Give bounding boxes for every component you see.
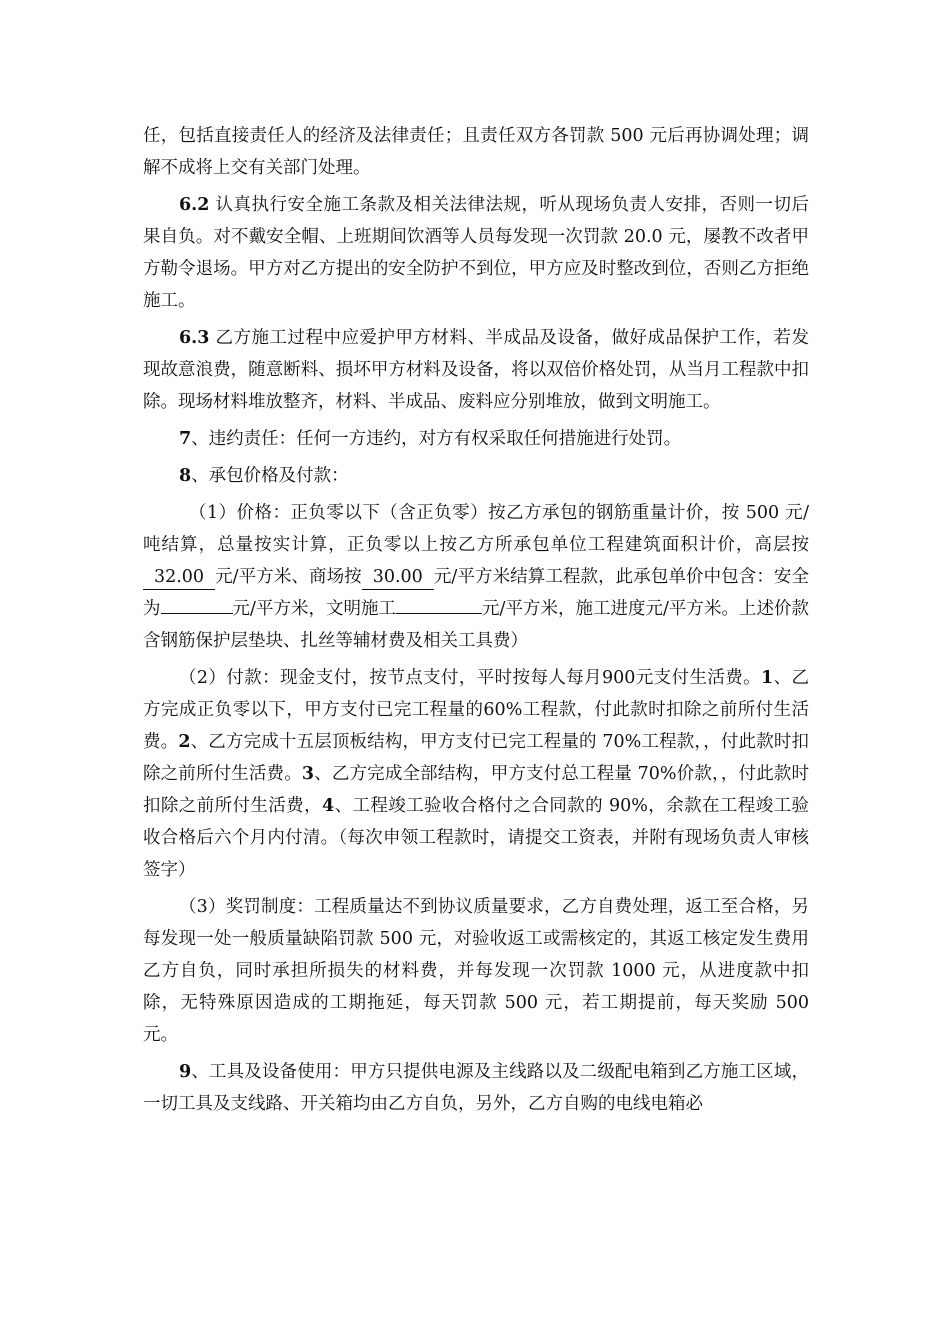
paragraph-continuation bbox=[143, 120, 809, 184]
clause-8-rewards bbox=[143, 891, 809, 1051]
price-text-2: 元/平方米、商场按 bbox=[215, 567, 362, 587]
payment-label: （2） bbox=[179, 668, 227, 688]
clause-text: 、工具及设备使用：甲方只提供电源及主线路以及二级配电箱到乙方施工区域，一切工具及支线路、开关箱均由乙方自负，另外，乙方自购的电线电箱必 bbox=[143, 1062, 809, 1114]
safety-price-blank bbox=[161, 613, 233, 614]
clause-text: 乙方施工过程中应爱护甲方材料、半成品及设备，做好成品保护工作，若发现故意浪费，随意断料、损坏甲方材料及设备，将以双倍价格处罚，从当月工程款中扣除。现场材料堆放整齐，材料、半成品、废料应分别堆放，做到文明施工。 bbox=[143, 328, 809, 412]
clause-text: 、承包价格及付款： bbox=[191, 466, 349, 486]
price-text-4: 元/平方米，文明施工 bbox=[232, 599, 397, 619]
clause-text: 认真执行安全施工条款及相关法律法规，听从现场负责人安排，否则一切后果自负。对不戴安全帽、上班期间饮酒等人员每发现一次罚款 20.0 元，屡教不改者甲方勒令退场。甲方对乙方提出的安全防护不到位，甲方应及时整改到位，否则乙方拒绝施工。 bbox=[143, 195, 809, 311]
price-text-3: 元/平方米结算工程款，此承包单价中包含：安全为 bbox=[143, 567, 809, 619]
contract-body bbox=[143, 120, 809, 1120]
price-text-5: 元/平方米，施工进度元/平方米。上述价款含钢筋保护层垫块、扎丝等辅材费及相关工具费） bbox=[143, 599, 809, 651]
clause-9 bbox=[143, 1056, 809, 1120]
clause-number: 6.2 bbox=[179, 195, 210, 215]
clause-text: 、违约责任：任何一方违约，对方有权采取任何措施进行处罚。 bbox=[191, 429, 682, 449]
payment-text-4: 、乙方完成全部结构，甲方支付总工程量 70%价款，，付此款时扣除之前所付生活费， bbox=[143, 764, 810, 816]
rewards-label: （3） bbox=[179, 897, 226, 917]
high-rise-price-blank: 32.00 bbox=[143, 565, 215, 590]
civil-construction-price-blank bbox=[396, 613, 482, 614]
payment-item-number: 4 bbox=[321, 796, 335, 816]
price-text-1: （1）价格：正负零以下（含正负零）按乙方承包的钢筋重量计价，按 500 元/吨结算，总量按实计算，正负零以上按乙方所承包单位工程建筑面积计价，高层按 bbox=[143, 503, 809, 555]
continuation-text: 任，包括直接责任人的经济及法律责任；且责任双方各罚款 500 元后再协调处理；调解不成将上交有关部门处理。 bbox=[143, 126, 809, 178]
payment-item-number: 1 bbox=[761, 668, 774, 688]
payment-text-5: 、工程竣工验收合格付之合同款的 90%，余款在工程竣工验收合格后六个月内付清。（每次申领工程款时，请提交工资表，并附有现场负责人审核签字） bbox=[143, 796, 809, 880]
rewards-text: 奖罚制度：工程质量达不到协议质量要求，乙方自费处理，返工至合格，另每发现一处一般质量缺陷罚款 500 元，对验收返工或需核定的，其返工核定发生费用乙方自负，同时承担所损失的材料费，并每发现一次罚款 1000 元，从进度款中扣除，无特殊原因造成的工期拖延，每天罚款 500 元，若工期提前，每天奖励 500 元。 bbox=[143, 897, 809, 1045]
clause-6-3 bbox=[143, 322, 809, 418]
payment-text-2: 、乙方完成正负零以下，甲方支付已完工程量的60%工程款，付此款时扣除之前所付生活费。 bbox=[143, 668, 809, 752]
clause-7 bbox=[143, 423, 809, 455]
clause-8-price bbox=[143, 497, 809, 657]
clause-number: 7 bbox=[179, 429, 192, 449]
clause-8 bbox=[143, 460, 809, 492]
payment-text-1: 付款：现金支付，按节点支付，平时按每人每月900元支付生活费。 bbox=[226, 668, 762, 688]
clause-8-payment bbox=[143, 662, 809, 886]
payment-item-number: 2 bbox=[178, 732, 191, 752]
clause-number: 6.3 bbox=[179, 328, 210, 348]
mall-price-blank: 30.00 bbox=[362, 565, 434, 590]
clause-6-2 bbox=[143, 189, 809, 317]
clause-number: 8 bbox=[179, 466, 192, 486]
clause-number: 9 bbox=[179, 1062, 192, 1082]
payment-text-3: 、乙方完成十五层顶板结构，甲方支付已完工程量的 70%工程款，，付此款时扣除之前所付生活费。 bbox=[143, 732, 809, 784]
payment-item-number: 3 bbox=[301, 764, 315, 784]
